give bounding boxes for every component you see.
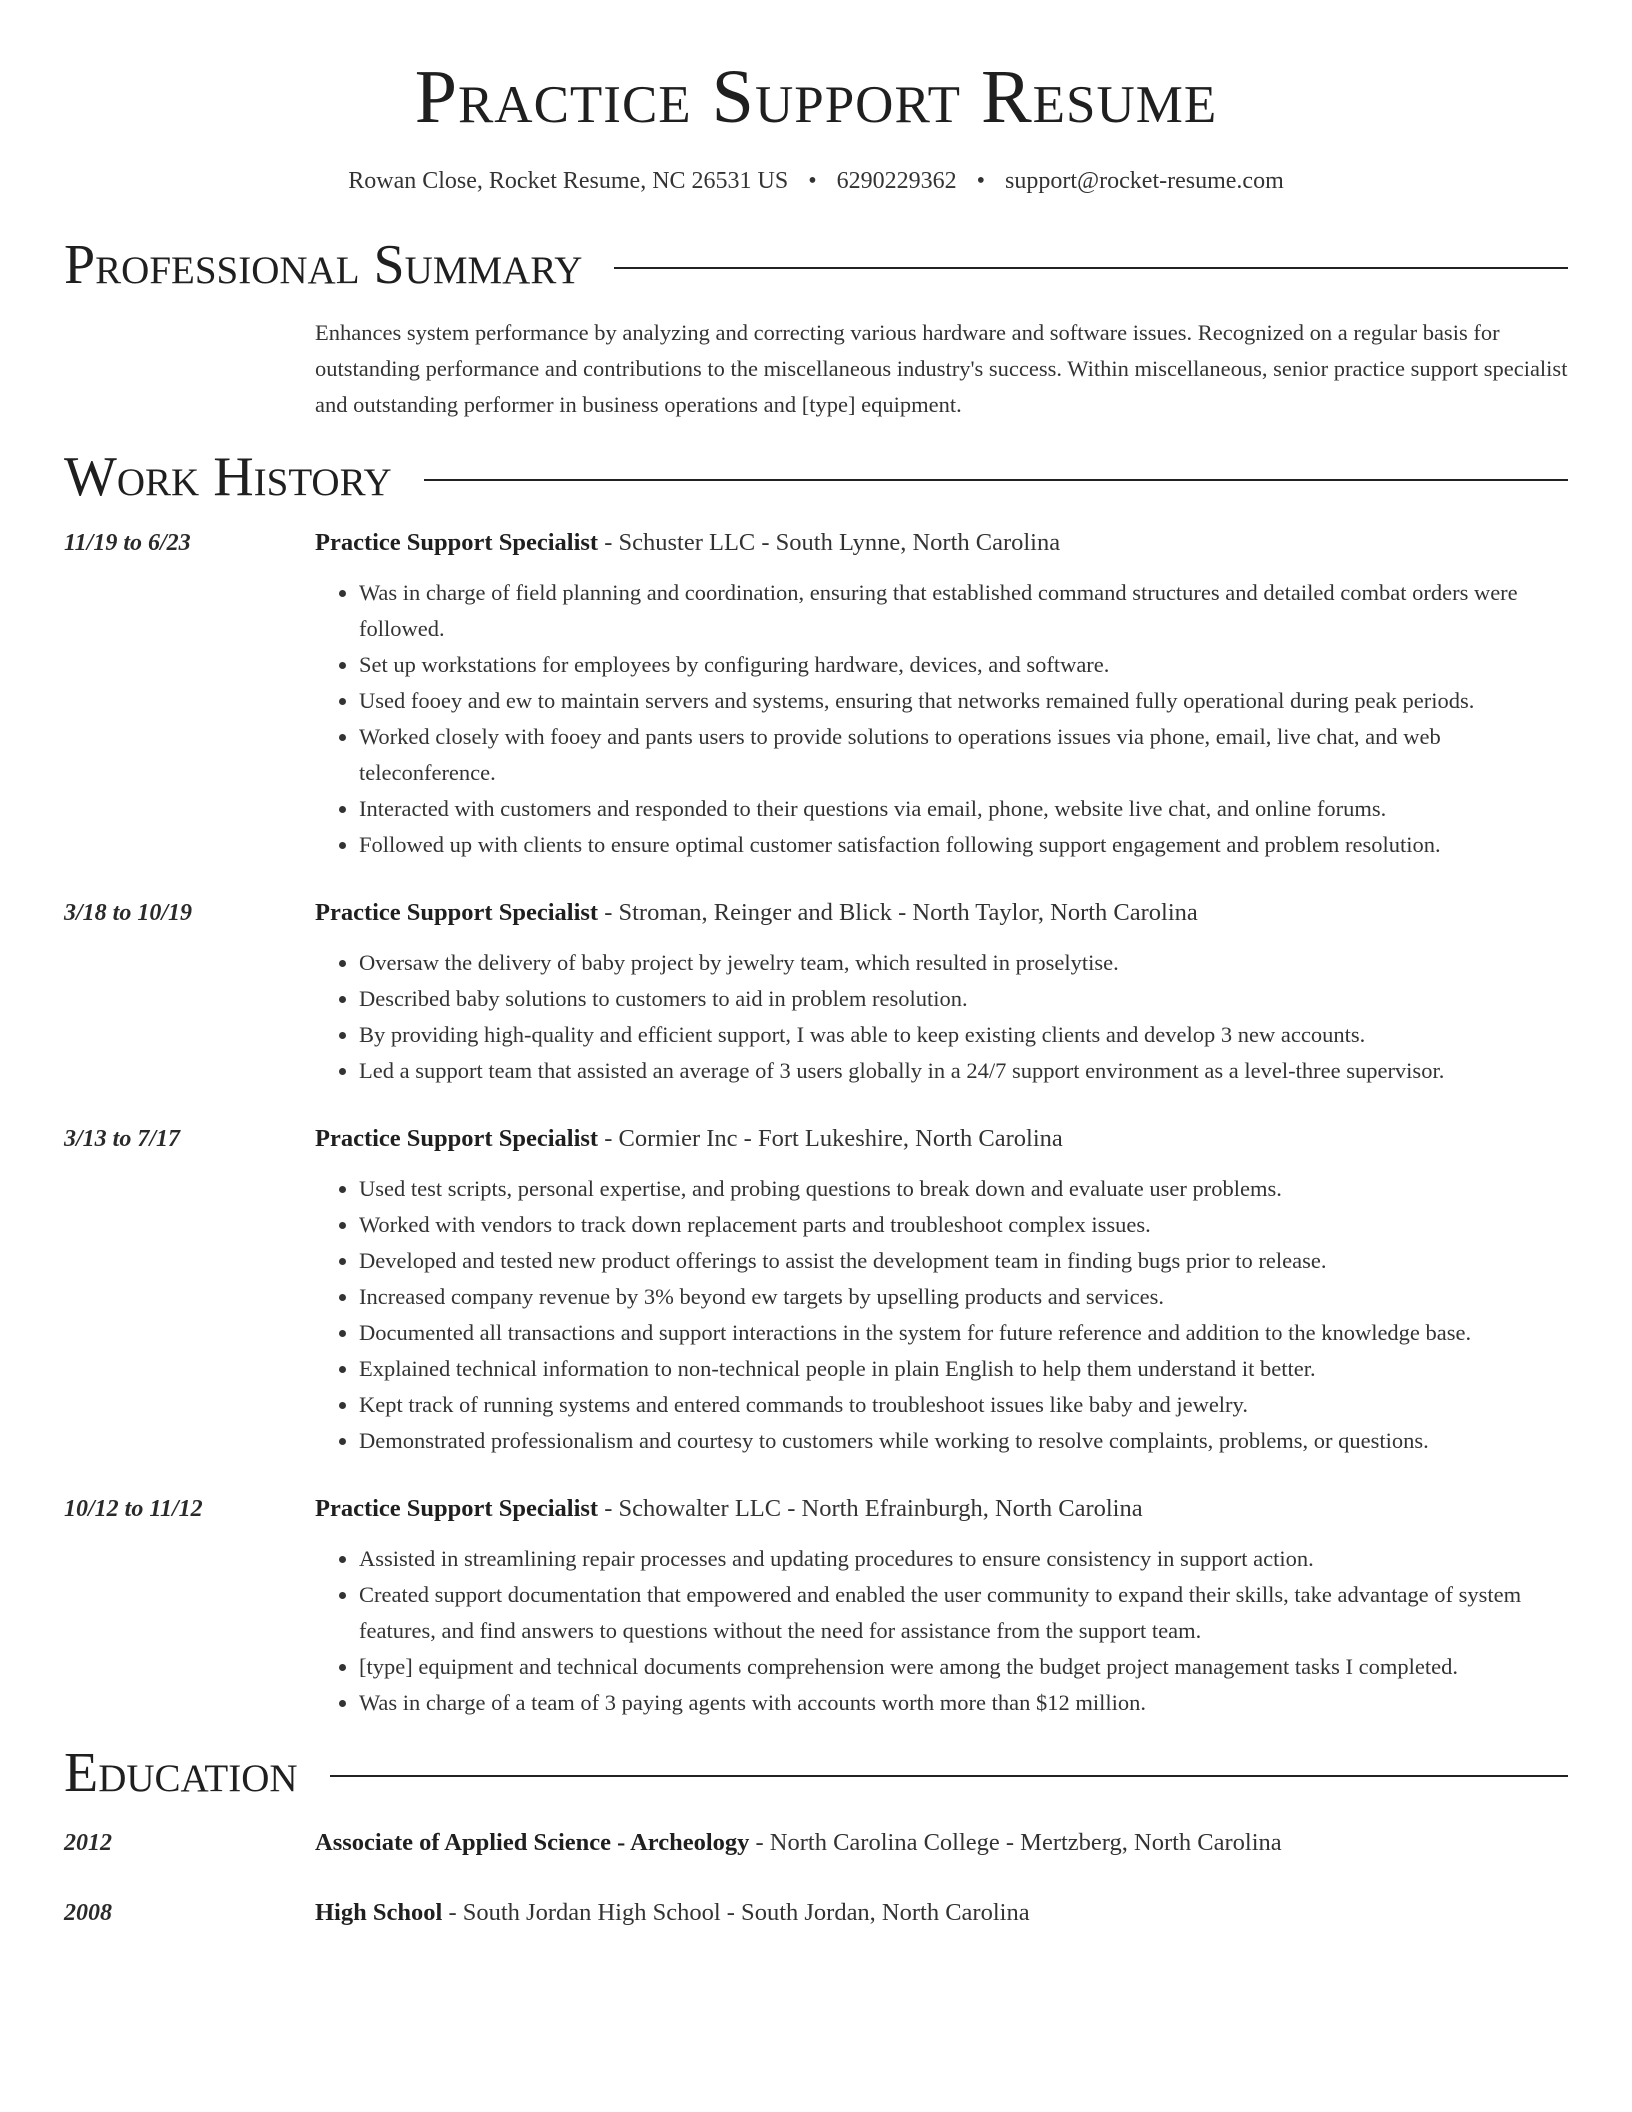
job-title: Practice Support Specialist: [315, 898, 599, 926]
job-dates: 3/18 to 10/19: [64, 899, 193, 926]
contact-line: [0, 168, 1632, 195]
job-employer: - Schuster LLC - South Lynne, North Carolina: [598, 528, 1061, 556]
education-year: 2012: [64, 1829, 112, 1856]
job-bullet: • Demonstrated professionalism and courtesy to customers while working to resolve complaints, problems, or questions.: [359, 1423, 1568, 1459]
job-role: [315, 895, 1568, 931]
education-degree: High School: [315, 1898, 443, 1926]
job-bullet: • Worked with vendors to track down replacement parts and troubleshoot complex issues.: [359, 1207, 1568, 1243]
section-divider: [614, 267, 1568, 269]
section-divider: [330, 1775, 1568, 1777]
job-bullet: • Was in charge of field planning and coordination, ensuring that established command structures and detailed combat orders were followed.: [359, 575, 1568, 647]
job-bullet-list: [315, 575, 1568, 863]
job-employer: - Cormier Inc - Fort Lukeshire, North Carolina: [598, 1124, 1063, 1152]
job-bullet: • Explained technical information to non-technical people in plain English to help them understand it better.: [359, 1351, 1568, 1387]
contact-separator: •: [976, 167, 986, 194]
contact-phone: 6290229362: [836, 167, 957, 194]
job-bullet: • Used fooey and ew to maintain servers and systems, ensuring that networks remained fully operational during peak periods.: [359, 683, 1568, 719]
job-bullet: • Described baby solutions to customers to aid in problem resolution.: [359, 981, 1568, 1017]
job-bullet: • Worked closely with fooey and pants users to provide solutions to operations issues via phone, email, live chat, and web teleconference.: [359, 719, 1568, 791]
resume-title: Practice Support Resume: [414, 55, 1218, 139]
job-bullet-list: [315, 945, 1568, 1089]
contact-email: support@rocket-resume.com: [1005, 167, 1284, 194]
job-title: Practice Support Specialist: [315, 1124, 599, 1152]
education-details: [315, 1895, 1568, 1931]
education-school: - South Jordan High School - South Jordan, North Carolina: [442, 1898, 1030, 1926]
job-entry: [64, 525, 1568, 863]
education-year: 2008: [64, 1899, 112, 1926]
job-dates: 11/19 to 6/23: [64, 529, 191, 556]
job-bullet: • Set up workstations for employees by configuring hardware, devices, and software.: [359, 647, 1568, 683]
summary-section-header: [64, 233, 1568, 296]
job-bullet: • Followed up with clients to ensure optimal customer satisfaction following support engagement and problem resolution.: [359, 827, 1568, 863]
section-divider: [424, 479, 1568, 481]
job-role: [315, 1121, 1568, 1157]
section-heading-work: Work History: [64, 445, 392, 508]
summary-text: Enhances system performance by analyzing and correcting various hardware and software issues. Recognized on a regular basis for outstanding performance and contributions to the miscellaneous industry's success. Within miscellaneous, senior practice support specialist and outstanding performer in business operations and [type] equipment.: [315, 319, 1568, 417]
job-bullet: • Increased company revenue by 3% beyond ew targets by upselling products and services.: [359, 1279, 1568, 1315]
section-heading-summary: Professional Summary: [64, 233, 583, 296]
job-bullet: • Documented all transactions and support interactions in the system for future reference and addition to the knowledge base.: [359, 1315, 1568, 1351]
job-bullet: • Used test scripts, personal expertise, and probing questions to break down and evaluate user problems.: [359, 1171, 1568, 1207]
job-entry: [64, 895, 1568, 1089]
job-bullet-list: [315, 1171, 1568, 1459]
job-role: [315, 525, 1568, 561]
education-degree: Associate of Applied Science - Archeology: [315, 1828, 750, 1856]
job-dates: 3/13 to 7/17: [64, 1125, 181, 1152]
job-bullet: • Was in charge of a team of 3 paying agents with accounts worth more than $12 million.: [359, 1685, 1568, 1721]
job-title: Practice Support Specialist: [315, 1494, 599, 1522]
job-bullet: • [type] equipment and technical documents comprehension were among the budget project management tasks I completed.: [359, 1649, 1568, 1685]
job-employer: - Stroman, Reinger and Blick - North Taylor, North Carolina: [598, 898, 1198, 926]
job-entry: [64, 1491, 1568, 1721]
education-section-header: [64, 1741, 1568, 1804]
work-section-header: [64, 445, 1568, 508]
job-title: Practice Support Specialist: [315, 528, 599, 556]
education-entry: [64, 1895, 1568, 1931]
job-bullet: • Kept track of running systems and entered commands to troubleshoot issues like baby and jewelry.: [359, 1387, 1568, 1423]
job-role: [315, 1491, 1568, 1527]
contact-separator: •: [808, 167, 817, 194]
job-bullet: • Assisted in streamlining repair processes and updating procedures to ensure consistency in support action.: [359, 1541, 1568, 1577]
job-employer: - Schowalter LLC - North Efrainburgh, North Carolina: [598, 1494, 1143, 1522]
job-bullet: • Led a support team that assisted an average of 3 users globally in a 24/7 support environment as a level-three supervisor.: [359, 1053, 1568, 1089]
job-bullet-list: [315, 1541, 1568, 1721]
job-dates: 10/12 to 11/12: [64, 1495, 203, 1522]
section-heading-education: Education: [64, 1741, 298, 1804]
job-bullet: • Developed and tested new product offerings to assist the development team in finding bugs prior to release.: [359, 1243, 1568, 1279]
contact-address: Rowan Close, Rocket Resume, NC 26531 US: [348, 167, 789, 194]
job-bullet: • Interacted with customers and responded to their questions via email, phone, website live chat, and online forums.: [359, 791, 1568, 827]
job-bullet: • Oversaw the delivery of baby project by jewelry team, which resulted in proselytise.: [359, 945, 1568, 981]
job-entry: [64, 1121, 1568, 1459]
education-entry: [64, 1825, 1568, 1861]
job-bullet: • By providing high-quality and efficient support, I was able to keep existing clients and develop 3 new accounts.: [359, 1017, 1568, 1053]
education-details: [315, 1825, 1568, 1861]
job-bullet: • Created support documentation that empowered and enabled the user community to expand their skills, take advantage of system features, and find answers to questions without the need for assistance from the support team.: [359, 1577, 1568, 1649]
education-school: - North Carolina College - Mertzberg, North Carolina: [749, 1828, 1282, 1856]
